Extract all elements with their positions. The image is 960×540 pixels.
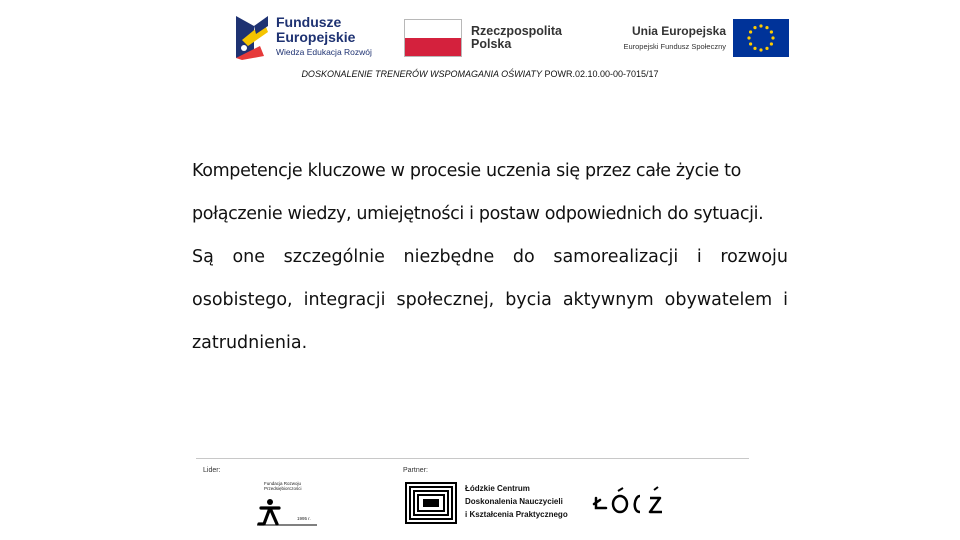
- eu-star: [749, 30, 752, 33]
- project-title: DOSKONALENIE TRENERÓW WSPOMAGANIA OŚWIATY: [301, 69, 542, 79]
- paragraph-1: Kompetencje kluczowe w procesie uczenia się przez całe życie to połączenie wiedzy, umiejętności i postaw odpowiednich do sytuacji.: [192, 161, 764, 224]
- unia-europejska-logo: [600, 24, 726, 51]
- eu-star: [747, 36, 750, 39]
- eu-flag-icon: [733, 19, 789, 57]
- eu-star: [749, 42, 752, 45]
- footer-divider: [196, 458, 749, 459]
- eu-star: [770, 42, 773, 45]
- eu-star: [770, 30, 773, 33]
- logo-bar: [0, 0, 960, 66]
- fe-sub: Wiedza Edukacja Rozwój: [276, 47, 372, 57]
- eu-star: [765, 47, 768, 50]
- lider-date: 1995 r.: [297, 516, 311, 521]
- partner-line2: Doskonalenia Nauczycieli: [465, 497, 563, 506]
- partner-org-name: [465, 482, 568, 521]
- main-content: [192, 150, 788, 365]
- fe-line1: Fundusze: [276, 14, 342, 30]
- rzeczpospolita-polska-logo: [471, 25, 562, 51]
- project-line: [0, 69, 960, 79]
- lider-label: Lider:: [203, 467, 221, 474]
- partner-line3: i Kształcenia Praktycznego: [465, 510, 568, 519]
- lodz-city-logo: [592, 486, 668, 520]
- eu-title: Unia Europejska: [631, 24, 726, 38]
- eu-star: [765, 26, 768, 29]
- partner-line1: Łódzkie Centrum: [465, 484, 530, 493]
- eu-star: [753, 47, 756, 50]
- paragraph-2: Są one szczególnie niezbędne do samorealizacji i rozwoju osobistego, integracji społecznej, bycia aktywnym obywatelem i zatrudnienia.: [192, 247, 788, 353]
- lider-org-name: Fundacja Rozwoju Przedsiębiorczości: [264, 481, 302, 491]
- eu-star: [759, 24, 762, 27]
- fundusze-europejskie-logo: [276, 15, 372, 57]
- pl-line2: Polska: [471, 37, 512, 51]
- concentric-squares-icon: [405, 482, 457, 524]
- eu-star: [771, 36, 774, 39]
- eu-star: [759, 48, 762, 51]
- fe-line2: Europejskie: [276, 29, 356, 45]
- polish-flag-icon: [404, 19, 462, 57]
- eu-star: [753, 26, 756, 29]
- partner-label: Partner:: [403, 467, 428, 474]
- pl-line1: Rzeczpospolita: [471, 24, 562, 38]
- project-code: POWR.02.10.00-00-7015/17: [544, 69, 659, 79]
- eu-sub: Europejski Fundusz Społeczny: [623, 42, 726, 51]
- fundusze-europejskie-star-icon: [234, 12, 270, 60]
